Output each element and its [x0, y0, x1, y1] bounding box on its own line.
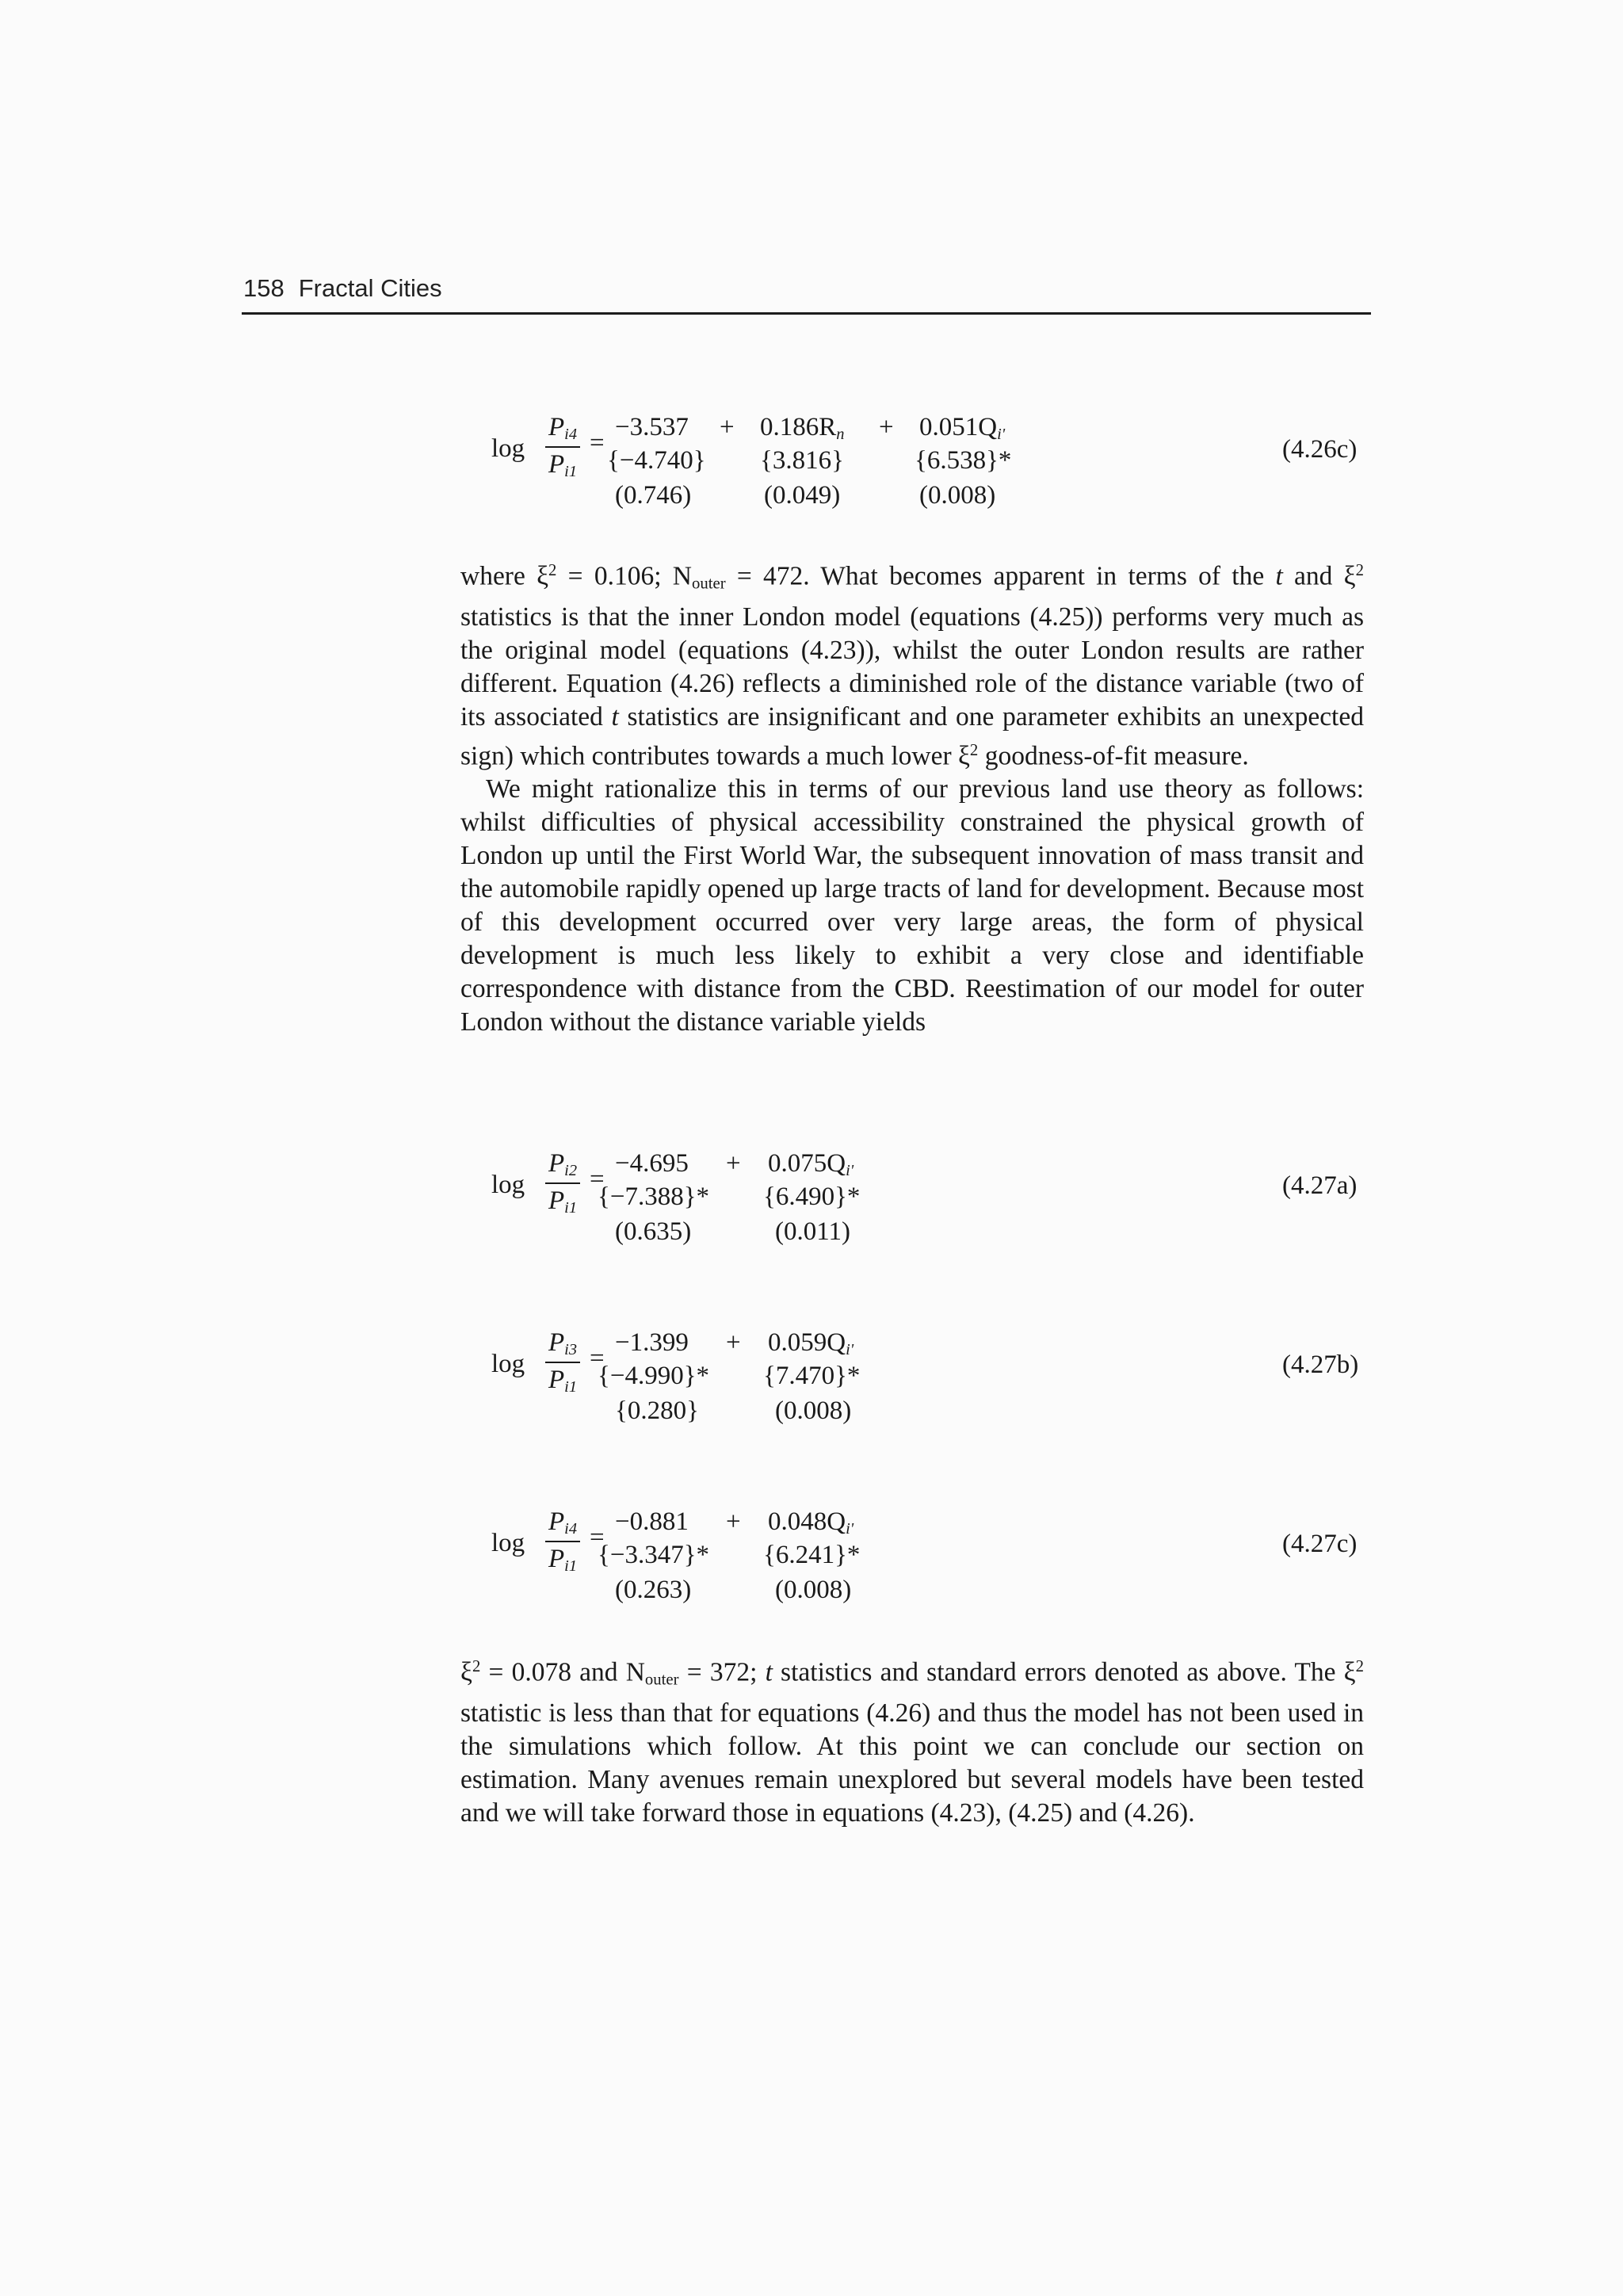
coef-q: $0.059Q_{i'}$ — [768, 1328, 854, 1359]
std-error: (0.049) — [764, 481, 841, 510]
coef-q: $0.051Q_{i'}$ — [919, 413, 1006, 444]
plus-sign: + — [879, 413, 894, 441]
t-stat: {−4.990}* — [598, 1362, 710, 1390]
equation-number: (4.27a) — [1282, 1171, 1358, 1200]
std-error: (0.635) — [615, 1217, 692, 1246]
paragraph-3: $\xi^2 = 0.078$ and $N_{outer} = 372$; t statistics and standard errors denoted as above. The $\xi^2$ statistic is less than that for equations (4.26) and thus the model has not been used in the simulations which follow. At this point we can conclude our section on estimation. Many avenues remain unexplored but several models have been tested and we will take forward those in equations (4.23), (4.25) and (4.26). — [460, 1657, 1364, 1828]
std-error: (0.008) — [919, 481, 996, 510]
t-stat: {6.490}* — [763, 1182, 861, 1211]
running-title: Fractal Cities — [298, 274, 442, 302]
t-stat: {−7.388}* — [598, 1182, 710, 1211]
std-error: (0.008) — [775, 1396, 852, 1425]
std-error: {0.280} — [615, 1396, 699, 1425]
coef-constant: −0.881 — [615, 1507, 689, 1536]
t-stat: {3.816} — [760, 446, 844, 475]
fraction: $P_{i4}$ $P_{i1}$ — [545, 415, 580, 479]
equation-number: (4.27c) — [1282, 1530, 1358, 1558]
coef-distance: $0.186R_n$ — [760, 413, 845, 444]
coef-constant: −1.399 — [615, 1328, 689, 1357]
std-error: (0.008) — [775, 1576, 852, 1604]
coef-constant: −4.695 — [615, 1149, 689, 1178]
t-stat: {6.241}* — [763, 1541, 861, 1569]
page-number: 158 — [243, 274, 285, 302]
plus-sign: + — [726, 1149, 741, 1178]
plus-sign: + — [726, 1507, 741, 1536]
header-rule — [242, 312, 1371, 315]
equation-number: (4.27b) — [1282, 1350, 1359, 1379]
t-stat: {−4.740} — [607, 446, 706, 475]
t-stat: {6.538}* — [915, 446, 1012, 475]
std-error: (0.746) — [615, 481, 692, 510]
plus-sign: + — [726, 1328, 741, 1357]
running-header — [243, 274, 442, 303]
paragraph-2: We might rationalize this in terms of our previous land use theory as follows: whilst difficulties of physical accessibility constrained the physical growth of London up until the First World War, the subsequent innovation of mass transit and the automobile rapidly opened up large tracts of land for development. Because most of this development occurred over very large areas, the form of physical development is much less likely to exhibit a very close and identifiable correspondence with distance from the CBD. Reestimation of our model for outer London without the distance variable yields — [460, 774, 1364, 1037]
coef-q: $0.048Q_{i'}$ — [768, 1507, 854, 1538]
coef-q: $0.075Q_{i'}$ — [768, 1149, 854, 1180]
equation-number: (4.26c) — [1282, 435, 1358, 464]
std-error: (0.263) — [615, 1576, 692, 1604]
t-stat: {−3.347}* — [598, 1541, 710, 1569]
paragraph-1: where $\xi^2 = 0.106$; $N_{outer} = 472$. What becomes apparent in terms of the t and $\xi^2$ statistics is that the inner London model (equations (4.25)) performs very much as the original model (equations (4.23)), whilst the outer London results are rather different. Equation (4.26) reflects a diminished role of the distance variable (two of its associated t statistics are insignificant and one parameter exhibits an unexpected sign) which contributes towards a much lower $\xi^2$ goodness-of-fit measure. We might rationalize this in terms of our previous land use theory as follows: whilst difficulties of physical accessibility constrained the physical growth of London up until the First World War, the subsequent innovation of mass transit and the automobile rapidly opened up large tracts of land for development. Because most of this development occurred over very large areas, the form of physical development is much less likely to exhibit a very close and identifiable correspondence with distance from the CBD. Reestimation of our model for outer London without the distance variable yields — [460, 554, 1364, 1039]
coef-constant: −3.537 — [615, 413, 689, 441]
t-stat: {7.470}* — [763, 1362, 861, 1390]
std-error: (0.011) — [775, 1217, 851, 1246]
plus-sign: + — [720, 413, 735, 441]
